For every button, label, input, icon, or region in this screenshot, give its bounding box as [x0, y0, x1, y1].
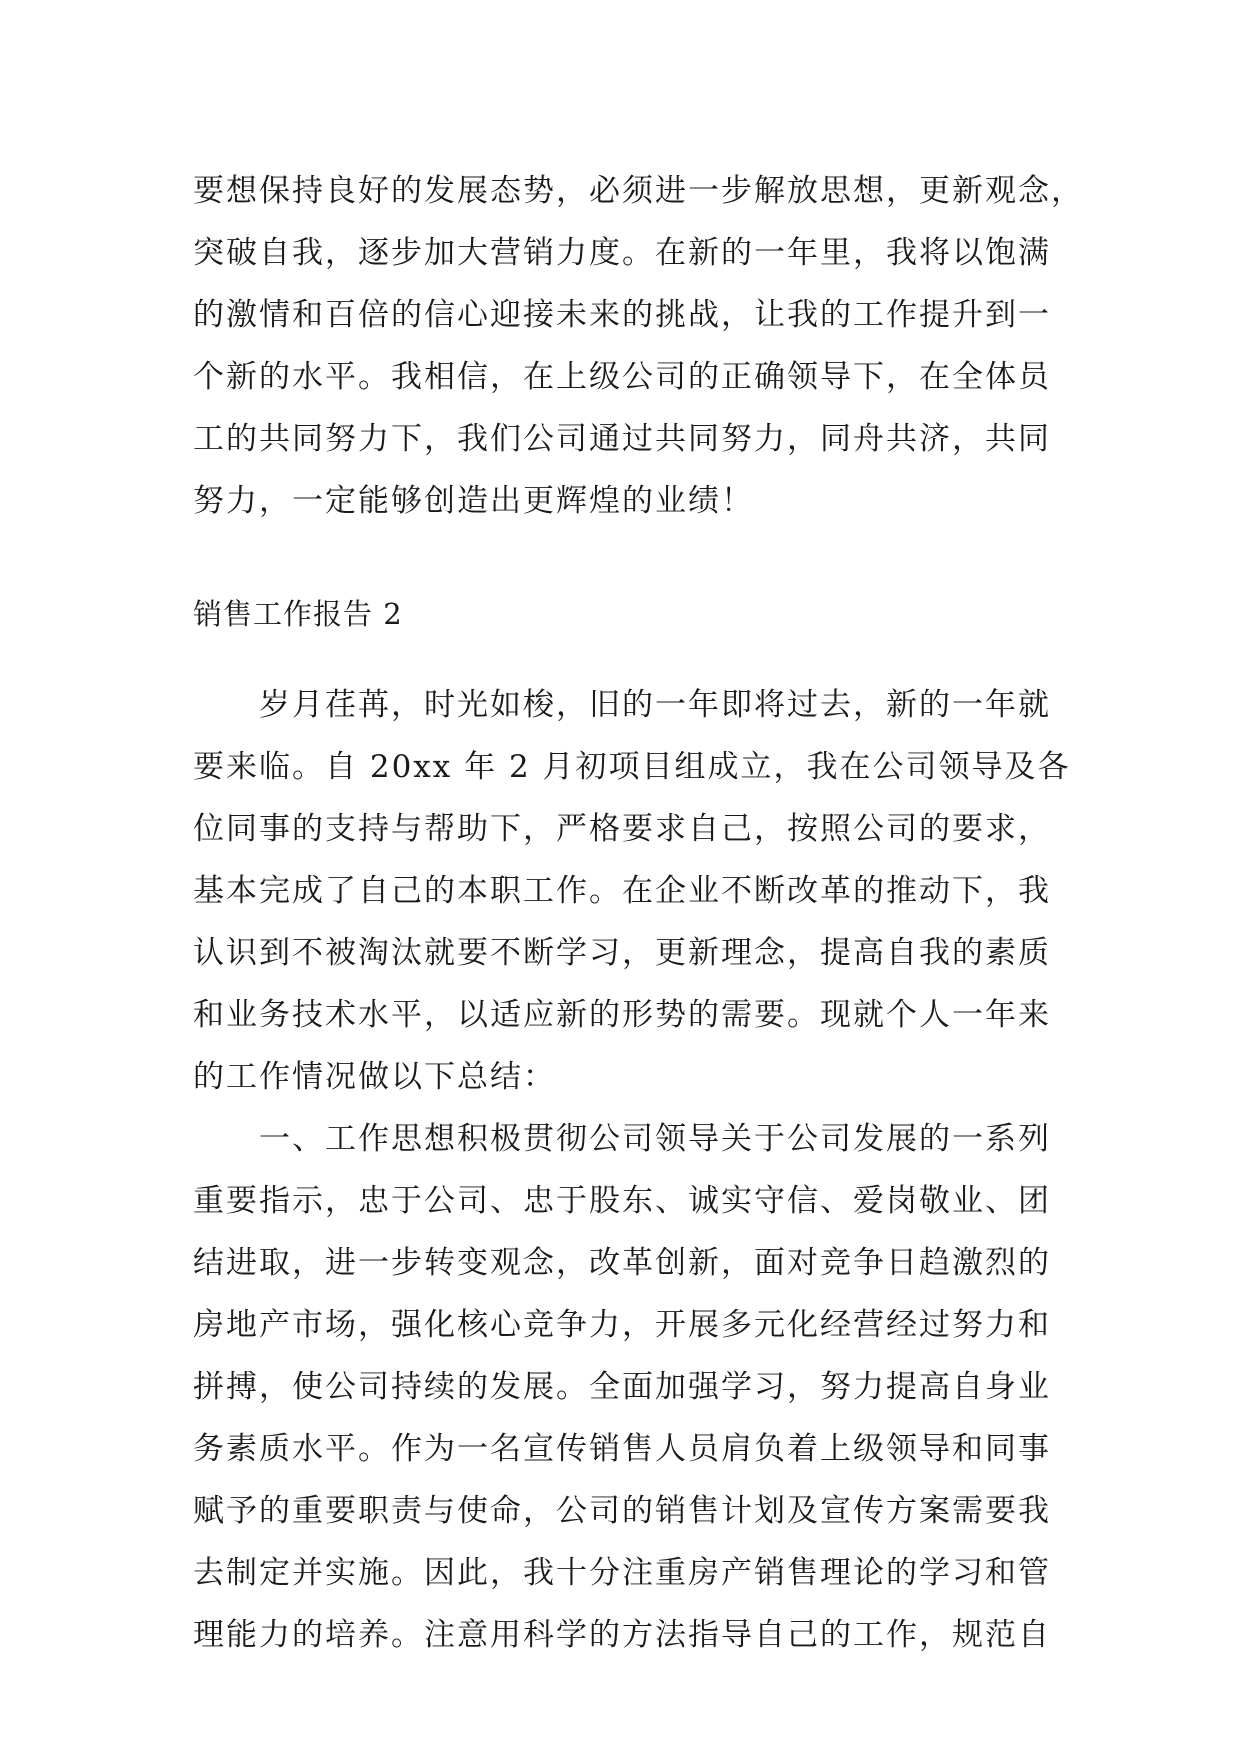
text-line: 重要指示，忠于公司、忠于股东、诚实守信、爱岗敬业、团: [193, 1183, 1051, 1219]
paragraph-work-thinking: [193, 1108, 1073, 1666]
paragraph-closing-summary: [193, 160, 1084, 532]
text-line: 结进取，进一步转变观念，改革创新，面对竞争日趋激烈的: [193, 1245, 1051, 1281]
text-line: 一、工作思想积极贯彻公司领导关于公司发展的一系列: [259, 1121, 1051, 1157]
text-line: 岁月荏苒，时光如梭，旧的一年即将过去，新的一年就: [259, 687, 1051, 723]
text-line: 房地产市场，强化核心竞争力，开展多元化经营经过努力和: [193, 1307, 1051, 1343]
text-line: 个新的水平。我相信，在上级公司的正确领导下，在全体员: [193, 359, 1051, 395]
text-line: 要来临。自 20xx 年 2 月初项目组成立，我在公司领导及各: [193, 749, 1071, 785]
text-line: 努力，一定能够创造出更辉煌的业绩！: [193, 483, 754, 519]
document-body: [193, 160, 1084, 1666]
text-line: 突破自我，逐步加大营销力度。在新的一年里，我将以饱满: [193, 235, 1051, 271]
text-line: 要想保持良好的发展态势，必须进一步解放思想，更新观念，: [193, 173, 1084, 209]
text-line: 赋予的重要职责与使命，公司的销售计划及宣传方案需要我: [193, 1493, 1051, 1529]
paragraph-introduction: [193, 674, 1073, 1108]
text-line: 拼搏，使公司持续的发展。全面加强学习，努力提高自身业: [193, 1369, 1051, 1405]
text-line: 认识到不被淘汰就要不断学习，更新理念，提高自我的素质: [193, 935, 1051, 971]
section-heading: 销售工作报告 2: [193, 597, 403, 631]
text-line: 和业务技术水平，以适应新的形势的需要。现就个人一年来: [193, 997, 1051, 1033]
text-line: 务素质水平。作为一名宣传销售人员肩负着上级领导和同事: [193, 1431, 1051, 1467]
text-line: 基本完成了自己的本职工作。在企业不断改革的推动下，我: [193, 873, 1051, 909]
text-line: 理能力的培养。注意用科学的方法指导自己的工作，规范自: [193, 1617, 1051, 1653]
text-line: 工的共同努力下，我们公司通过共同努力，同舟共济，共同: [193, 421, 1051, 457]
text-line: 的激情和百倍的信心迎接未来的挑战，让我的工作提升到一: [193, 297, 1051, 333]
text-line: 的工作情况做以下总结：: [193, 1059, 556, 1095]
text-line: 位同事的支持与帮助下，严格要求自己，按照公司的要求，: [193, 811, 1051, 847]
text-line: 去制定并实施。因此，我十分注重房产销售理论的学习和管: [193, 1555, 1051, 1591]
